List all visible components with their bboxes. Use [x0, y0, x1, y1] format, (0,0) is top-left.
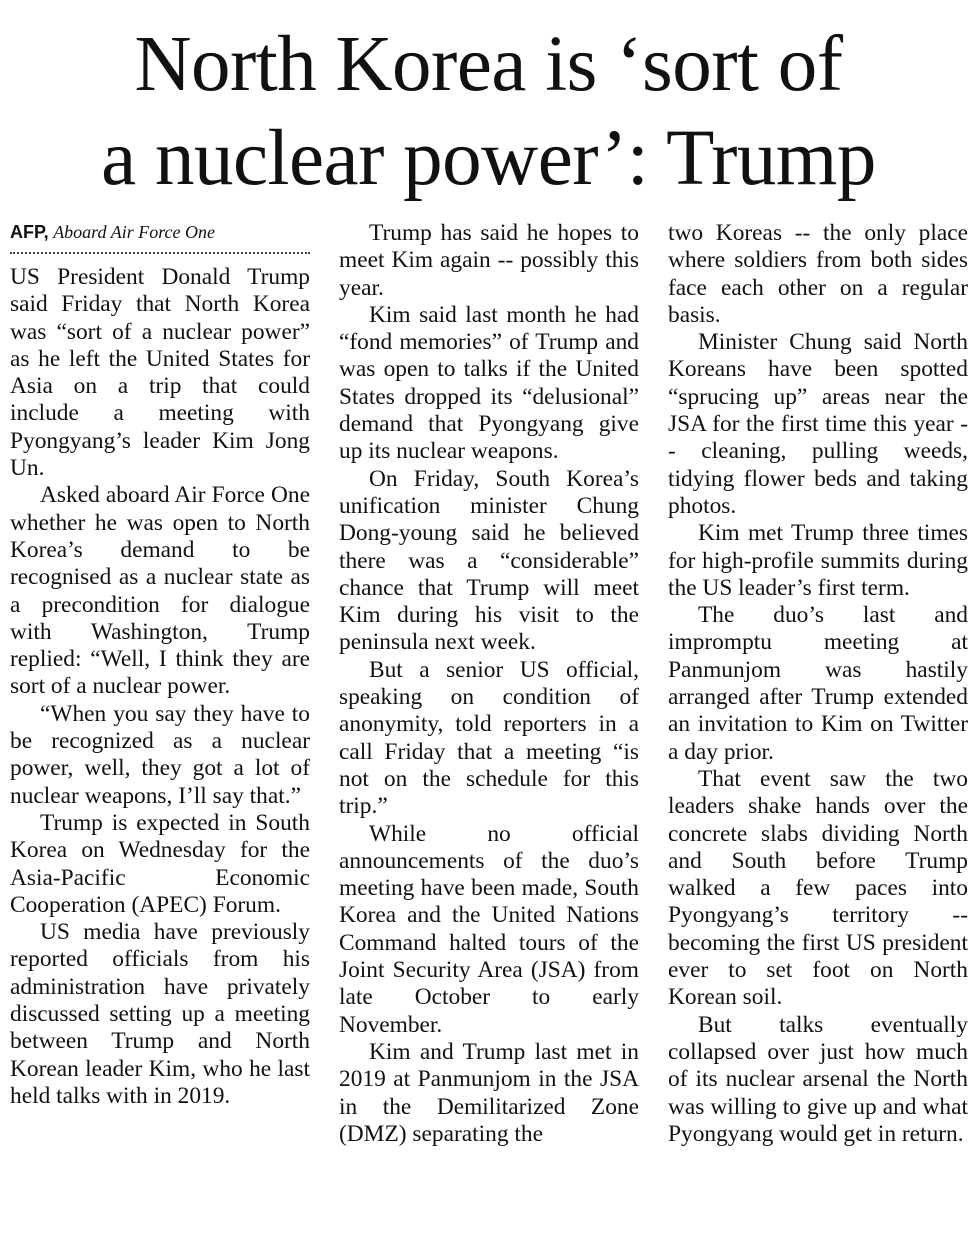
article-paragraph: On Friday, South Korea’s unification minister Chung Dong-young said he believed there was a “considerable” chance that Trump will meet Kim during his visit to the peninsula next week.: [339, 465, 639, 656]
article-paragraph: Kim said last month he had “fond memories” of Trump and was open to talks if the United States dropped its “delusional” demand that Pyongyang give up its nuclear weapons.: [339, 301, 639, 465]
headline-line-1: North Korea is ‘sort of: [134, 21, 843, 108]
article-paragraph: two Koreas -- the only place where soldiers from both sides face each other on a regular basis.: [668, 220, 968, 328]
headline-line-2: a nuclear power’: Trump: [101, 115, 876, 202]
article-paragraph: Trump has said he hopes to meet Kim again -- possibly this year.: [339, 220, 639, 301]
article-paragraph: Minister Chung said North Koreans have been spotted “sprucing up” areas near the JSA for the first time this year -- cleaning, pulling weeds, tidying flower beds and taking photos.: [668, 329, 968, 519]
article-paragraph: Trump is expected in South Korea on Wednesday for the Asia-Pacific Economic Cooperation (APEC) Forum.: [10, 809, 310, 918]
byline: [10, 220, 310, 254]
article-column-3: [668, 220, 968, 1148]
article-paragraph: That event saw the two leaders shake hands over the concrete slabs dividing North and South before Trump walked a few paces into Pyongyang’s territory -- becoming the first US president ever to set foot on North Korean soil.: [668, 765, 968, 1011]
article-paragraph: US President Donald Trump said Friday that North Korea was “sort of a nuclear power” as he left the United States for Asia on a trip that could include a meeting with Pyongyang’s leader Kim Jong Un.: [10, 264, 310, 482]
article-paragraph: Kim and Trump last met in 2019 at Panmunjom in the JSA in the Demilitarized Zone (DMZ) separating the: [339, 1038, 639, 1147]
article-paragraph: The duo’s last and impromptu meeting at Panmunjom was hastily arranged after Trump extended an invitation to Kim on Twitter a day prior.: [668, 602, 968, 765]
article-paragraph: But talks eventually collapsed over just how much of its nuclear arsenal the North was willing to give up and what Pyongyang would get in return.: [668, 1011, 968, 1147]
article-paragraph: US media have previously reported officials from his administration have privately discussed setting up a meeting between Trump and North Korean leader Kim, who he last held talks with in 2019.: [10, 919, 310, 1109]
article-column-2: [339, 220, 639, 1148]
byline-agency: AFP,: [10, 222, 49, 242]
article-paragraph: But a senior US official, speaking on condition of anonymity, told reporters in a call Friday that a meeting “is not on the schedule for this trip.”: [339, 656, 639, 820]
article-column-1: [10, 220, 310, 1110]
byline-dateline: Aboard Air Force One: [53, 222, 215, 242]
article-paragraph: “When you say they have to be recognized as a nuclear power, well, they got a lot of nuclear weapons, I’ll say that.”: [10, 700, 310, 809]
article-paragraph: Kim met Trump three times for high-profile summits during the US leader’s first term.: [668, 520, 968, 601]
article-paragraph: Asked aboard Air Force One whether he was open to North Korea’s demand to be recognised as a nuclear state as a precondition for dialogue with Washington, Trump replied: “Well, I think they are sort of a nuclear power.: [10, 482, 310, 700]
headline: [0, 18, 977, 206]
article-paragraph: While no official announcements of the duo’s meeting have been made, South Korea and the United Nations Command halted tours of the Joint Security Area (JSA) from late October to early November.: [339, 820, 639, 1038]
